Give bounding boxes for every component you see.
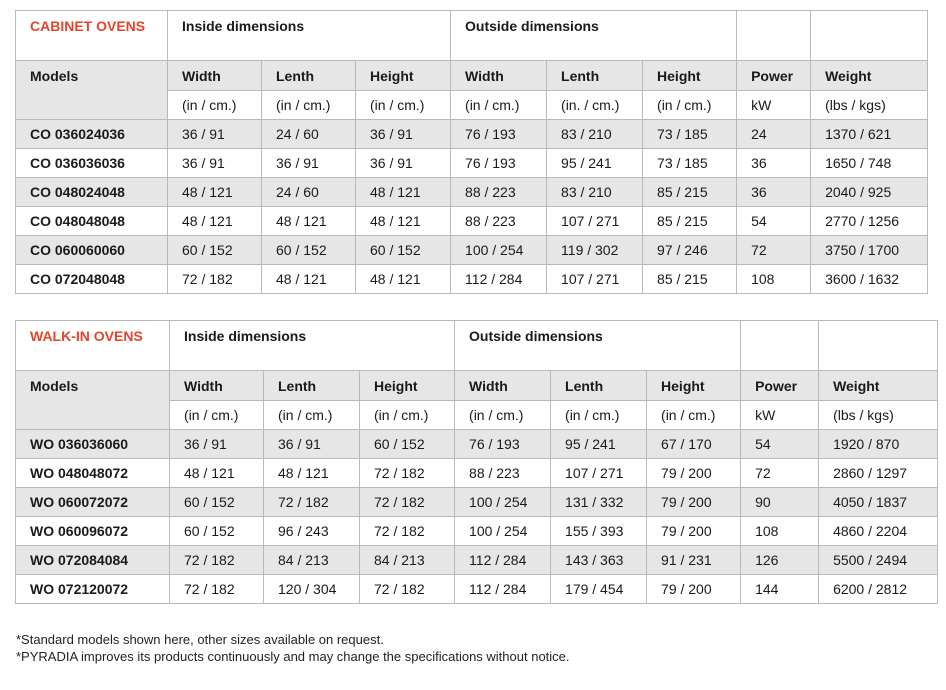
unit-cell: (in. / cm.): [547, 91, 643, 120]
table-cell: 2770 / 1256: [811, 207, 928, 236]
unit-cell: (in / cm.): [264, 401, 360, 430]
model-cell: CO 036024036: [16, 120, 168, 149]
table-cell: 88 / 223: [451, 178, 547, 207]
table-cell: 100 / 254: [455, 517, 551, 546]
table-cell: 72: [737, 236, 811, 265]
empty-header-cell: [737, 11, 811, 61]
column-header-row: [16, 61, 928, 91]
table-cell: 1650 / 748: [811, 149, 928, 178]
table-cell: 60 / 152: [170, 488, 264, 517]
model-cell: WO 036036060: [16, 430, 170, 459]
model-cell: WO 048048072: [16, 459, 170, 488]
table-cell: 72 / 182: [170, 546, 264, 575]
unit-cell: kW: [741, 401, 819, 430]
table-cell: 119 / 302: [547, 236, 643, 265]
table-cell: 36 / 91: [264, 430, 360, 459]
model-cell: WO 060072072: [16, 488, 170, 517]
table-cell: 48 / 121: [168, 207, 262, 236]
table-cell: 73 / 185: [643, 149, 737, 178]
walk-in-ovens-table: [15, 320, 938, 604]
table-row: [16, 488, 938, 517]
section-title: WALK-IN OVENS: [16, 321, 170, 371]
table-cell: 112 / 284: [455, 575, 551, 604]
unit-cell: (in / cm.): [551, 401, 647, 430]
inside-dimensions-header: Inside dimensions: [168, 11, 451, 61]
table-cell: 2040 / 925: [811, 178, 928, 207]
table-cell: 3750 / 1700: [811, 236, 928, 265]
table-cell: 126: [741, 546, 819, 575]
table-cell: 108: [741, 517, 819, 546]
table-row: [16, 430, 938, 459]
table-cell: 88 / 223: [455, 459, 551, 488]
table-cell: 36 / 91: [356, 120, 451, 149]
unit-cell: (in / cm.): [170, 401, 264, 430]
table-cell: 4860 / 2204: [819, 517, 938, 546]
table-cell: 85 / 215: [643, 178, 737, 207]
table-cell: 107 / 271: [547, 265, 643, 294]
unit-cell: (in / cm.): [356, 91, 451, 120]
table-cell: 48 / 121: [262, 207, 356, 236]
inside-length-header: Lenth: [264, 371, 360, 401]
unit-cell: kW: [737, 91, 811, 120]
unit-cell: (in / cm.): [168, 91, 262, 120]
table-row: [16, 236, 928, 265]
outside-length-header: Lenth: [551, 371, 647, 401]
table-cell: 107 / 271: [547, 207, 643, 236]
model-cell: CO 036036036: [16, 149, 168, 178]
table-row: [16, 207, 928, 236]
table-cell: 120 / 304: [264, 575, 360, 604]
empty-header-cell: [741, 321, 819, 371]
table-cell: 79 / 200: [647, 488, 741, 517]
outside-height-header: Height: [647, 371, 741, 401]
column-header-row: [16, 371, 938, 401]
unit-cell: (in / cm.): [360, 401, 455, 430]
table-cell: 36 / 91: [168, 149, 262, 178]
table-cell: 72 / 182: [360, 575, 455, 604]
table-cell: 85 / 215: [643, 207, 737, 236]
footnote-standard-models: *Standard models shown here, other sizes available on request.: [16, 632, 384, 647]
table-cell: 36 / 91: [356, 149, 451, 178]
table-row: [16, 178, 928, 207]
outside-width-header: Width: [455, 371, 551, 401]
table-cell: 107 / 271: [551, 459, 647, 488]
table-cell: 100 / 254: [451, 236, 547, 265]
empty-header-cell: [811, 11, 928, 61]
cabinet-table-body: [16, 11, 928, 294]
table-cell: 95 / 241: [551, 430, 647, 459]
table-cell: 2860 / 1297: [819, 459, 938, 488]
inside-length-header: Lenth: [262, 61, 356, 91]
table-cell: 72 / 182: [360, 459, 455, 488]
outside-width-header: Width: [451, 61, 547, 91]
model-cell: CO 048048048: [16, 207, 168, 236]
inside-width-header: Width: [168, 61, 262, 91]
table-cell: 54: [737, 207, 811, 236]
table-cell: 72 / 182: [360, 517, 455, 546]
power-header: Power: [741, 371, 819, 401]
inside-height-header: Height: [360, 371, 455, 401]
outside-dimensions-header: Outside dimensions: [455, 321, 741, 371]
model-cell: CO 048024048: [16, 178, 168, 207]
outside-length-header: Lenth: [547, 61, 643, 91]
table-cell: 3600 / 1632: [811, 265, 928, 294]
table-cell: 143 / 363: [551, 546, 647, 575]
table-cell: 73 / 185: [643, 120, 737, 149]
table-cell: 83 / 210: [547, 120, 643, 149]
table-cell: 79 / 200: [647, 459, 741, 488]
table-cell: 36 / 91: [168, 120, 262, 149]
power-header: Power: [737, 61, 811, 91]
table-cell: 83 / 210: [547, 178, 643, 207]
table-cell: 36 / 91: [170, 430, 264, 459]
models-header: Models: [16, 371, 170, 430]
table-cell: 48 / 121: [168, 178, 262, 207]
table-cell: 144: [741, 575, 819, 604]
table-title-row: [16, 321, 938, 371]
models-header: Models: [16, 61, 168, 120]
table-cell: 48 / 121: [264, 459, 360, 488]
model-cell: WO 060096072: [16, 517, 170, 546]
empty-header-cell: [819, 321, 938, 371]
table-cell: 36: [737, 178, 811, 207]
table-cell: 72: [741, 459, 819, 488]
table-cell: 60 / 152: [356, 236, 451, 265]
table-cell: 67 / 170: [647, 430, 741, 459]
table-title-row: [16, 11, 928, 61]
outside-dimensions-header: Outside dimensions: [451, 11, 737, 61]
inside-height-header: Height: [356, 61, 451, 91]
table-cell: 4050 / 1837: [819, 488, 938, 517]
table-cell: 60 / 152: [170, 517, 264, 546]
walkin-table-body: [16, 321, 938, 604]
table-cell: 76 / 193: [451, 120, 547, 149]
table-cell: 155 / 393: [551, 517, 647, 546]
table-cell: 95 / 241: [547, 149, 643, 178]
table-cell: 54: [741, 430, 819, 459]
table-row: [16, 575, 938, 604]
model-cell: CO 072048048: [16, 265, 168, 294]
cabinet-ovens-table: [15, 10, 928, 294]
table-cell: 108: [737, 265, 811, 294]
table-cell: 48 / 121: [356, 207, 451, 236]
table-cell: 72 / 182: [360, 488, 455, 517]
model-cell: WO 072120072: [16, 575, 170, 604]
table-cell: 179 / 454: [551, 575, 647, 604]
table-cell: 79 / 200: [647, 575, 741, 604]
footnotes: [16, 631, 570, 665]
table-cell: 48 / 121: [356, 265, 451, 294]
table-cell: 48 / 121: [356, 178, 451, 207]
table-cell: 1370 / 621: [811, 120, 928, 149]
table-row: [16, 517, 938, 546]
unit-cell: (in / cm.): [643, 91, 737, 120]
table-cell: 97 / 246: [643, 236, 737, 265]
table-cell: 5500 / 2494: [819, 546, 938, 575]
table-cell: 48 / 121: [262, 265, 356, 294]
table-cell: 6200 / 2812: [819, 575, 938, 604]
unit-cell: (in / cm.): [262, 91, 356, 120]
table-cell: 91 / 231: [647, 546, 741, 575]
table-cell: 76 / 193: [451, 149, 547, 178]
table-cell: 60 / 152: [360, 430, 455, 459]
model-cell: CO 060060060: [16, 236, 168, 265]
table-cell: 85 / 215: [643, 265, 737, 294]
inside-dimensions-header: Inside dimensions: [170, 321, 455, 371]
table-cell: 100 / 254: [455, 488, 551, 517]
outside-height-header: Height: [643, 61, 737, 91]
table-cell: 90: [741, 488, 819, 517]
footnote-specification-change: *PYRADIA improves its products continuously and may change the specifications without notice.: [16, 649, 570, 664]
table-row: [16, 459, 938, 488]
weight-header: Weight: [811, 61, 928, 91]
table-cell: 76 / 193: [455, 430, 551, 459]
table-row: [16, 149, 928, 178]
unit-cell: (lbs / kgs): [811, 91, 928, 120]
table-cell: 24 / 60: [262, 178, 356, 207]
section-title: CABINET OVENS: [16, 11, 168, 61]
table-cell: 72 / 182: [264, 488, 360, 517]
table-cell: 60 / 152: [168, 236, 262, 265]
table-cell: 96 / 243: [264, 517, 360, 546]
table-cell: 24 / 60: [262, 120, 356, 149]
table-cell: 36: [737, 149, 811, 178]
unit-cell: (in / cm.): [451, 91, 547, 120]
model-cell: WO 072084084: [16, 546, 170, 575]
table-cell: 88 / 223: [451, 207, 547, 236]
table-cell: 112 / 284: [455, 546, 551, 575]
table-cell: 131 / 332: [551, 488, 647, 517]
inside-width-header: Width: [170, 371, 264, 401]
table-cell: 79 / 200: [647, 517, 741, 546]
table-cell: 112 / 284: [451, 265, 547, 294]
unit-cell: (in / cm.): [647, 401, 741, 430]
table-cell: 36 / 91: [262, 149, 356, 178]
table-cell: 48 / 121: [170, 459, 264, 488]
table-row: [16, 546, 938, 575]
table-cell: 60 / 152: [262, 236, 356, 265]
unit-cell: (in / cm.): [455, 401, 551, 430]
weight-header: Weight: [819, 371, 938, 401]
table-row: [16, 120, 928, 149]
table-cell: 24: [737, 120, 811, 149]
unit-cell: (lbs / kgs): [819, 401, 938, 430]
table-cell: 84 / 213: [264, 546, 360, 575]
table-cell: 84 / 213: [360, 546, 455, 575]
table-row: [16, 265, 928, 294]
table-cell: 72 / 182: [170, 575, 264, 604]
table-cell: 72 / 182: [168, 265, 262, 294]
table-cell: 1920 / 870: [819, 430, 938, 459]
